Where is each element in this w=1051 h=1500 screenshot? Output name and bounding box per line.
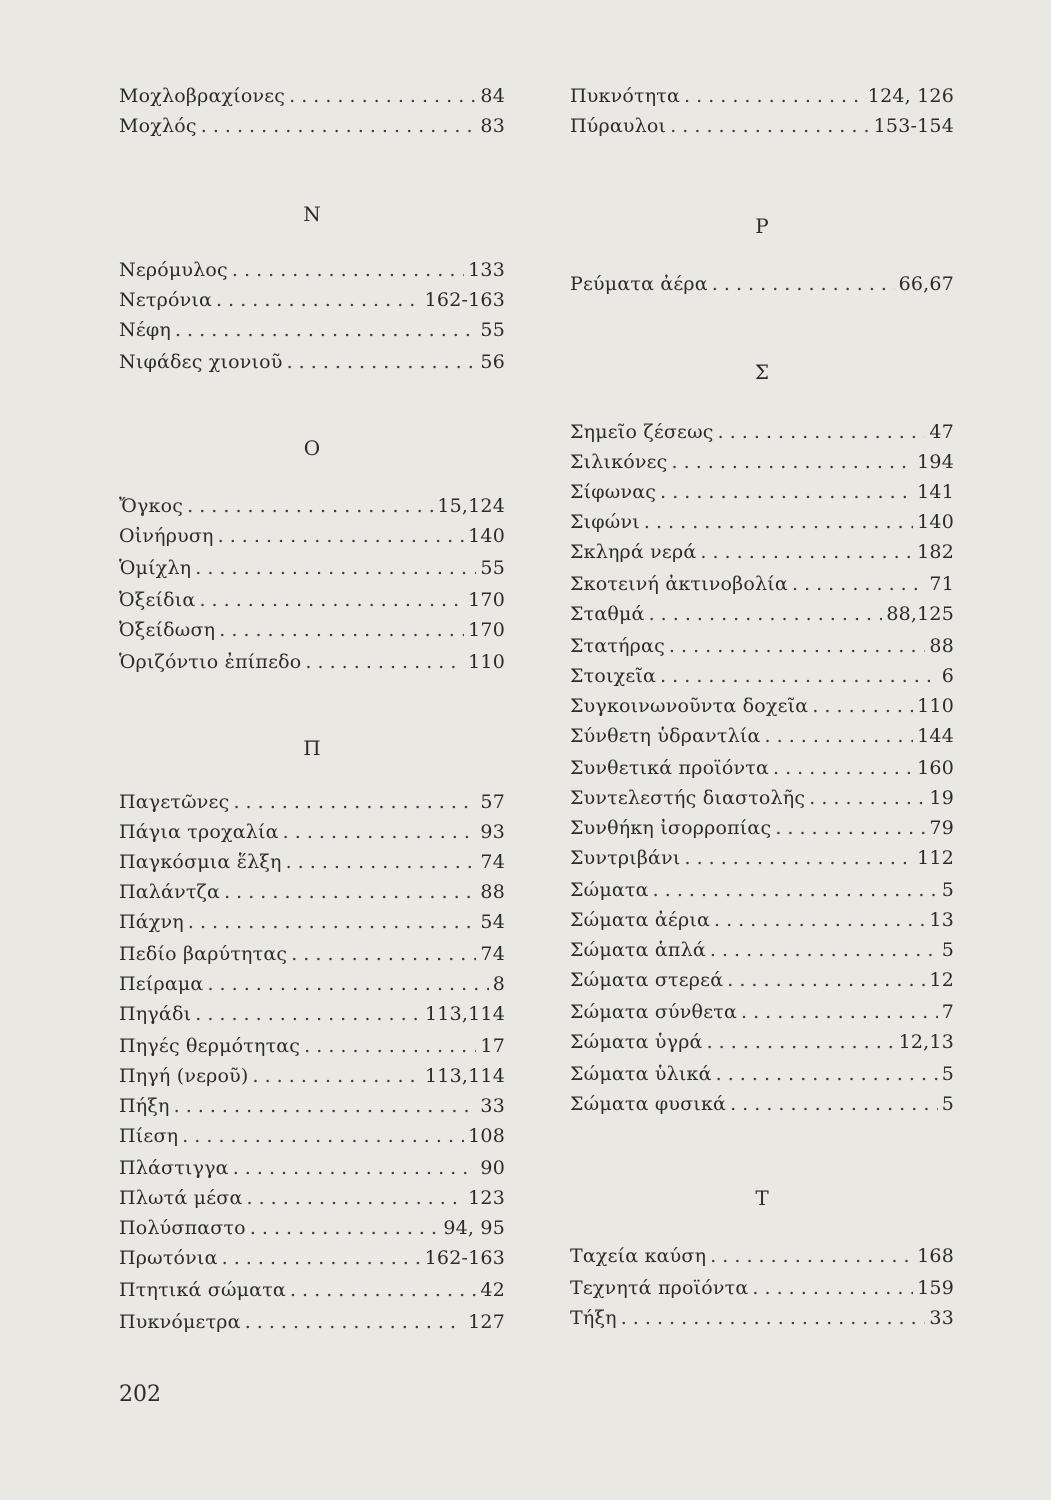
index-entry (119, 1156, 505, 1180)
index-page-refs: 7 (941, 1001, 954, 1023)
index-page-refs: 182 (917, 541, 954, 563)
index-entry (119, 524, 505, 548)
index-page-refs: 144 (917, 725, 954, 747)
index-term: Πίεση (119, 1125, 179, 1147)
index-page-refs: 93 (480, 821, 505, 843)
index-page-refs: 79 (929, 817, 954, 839)
index-entry (119, 114, 505, 138)
index-term: Σώματα ὑλικά (570, 1063, 712, 1085)
dot-leader (712, 272, 895, 296)
index-entry (119, 556, 505, 580)
index-term: Πρωτόνια (119, 1247, 218, 1269)
dot-leader (775, 816, 925, 840)
index-page-refs: 66,67 (898, 273, 954, 295)
index-page-refs: 168 (917, 1245, 954, 1267)
index-page-refs: 113,114 (425, 1065, 505, 1087)
index-entry (119, 1186, 505, 1210)
index-term: Πηγή (νεροῦ) (119, 1065, 249, 1087)
index-page-refs: 123 (468, 1187, 505, 1209)
index-entry (119, 1124, 505, 1148)
index-term: Ὀξείδωση (119, 619, 216, 641)
index-term: Τεχνητά προϊόντα (570, 1277, 749, 1299)
index-page-refs: 55 (480, 319, 505, 341)
index-entry (119, 790, 505, 814)
dot-leader (305, 650, 464, 674)
section-letter: Ρ (755, 214, 769, 238)
index-term: Σίφωνας (570, 481, 657, 503)
index-term: Σώματα ἁπλά (570, 939, 706, 961)
index-term: Συντριβάνι (570, 847, 681, 869)
dot-leader (727, 968, 925, 992)
dot-leader (174, 1094, 477, 1118)
index-page-refs: 71 (929, 573, 954, 595)
index-term: Σώματα σύνθετα (570, 1001, 737, 1023)
index-page-refs: 42 (480, 1279, 505, 1301)
index-page-refs: 124, 126 (867, 85, 954, 107)
index-entry (570, 510, 954, 534)
index-term: Πηγές θερμότητας (119, 1035, 301, 1057)
index-entry (570, 480, 954, 504)
index-entry (570, 878, 954, 902)
dot-leader (188, 910, 477, 934)
index-entry (570, 420, 954, 444)
dot-leader (812, 694, 913, 718)
index-term: Σώματα φυσικά (570, 1093, 727, 1115)
index-entry (570, 938, 954, 962)
index-page-refs: 74 (480, 851, 505, 873)
index-entry (570, 1092, 954, 1116)
index-term: Παγκόσμια ἕλξη (119, 851, 282, 873)
index-page-refs: 194 (917, 451, 954, 473)
index-entry (570, 1306, 954, 1330)
dot-leader (741, 1000, 938, 1024)
dot-leader (219, 618, 464, 642)
dot-leader (199, 588, 464, 612)
index-page-refs: 33 (929, 1307, 954, 1329)
dot-leader (175, 318, 476, 342)
index-page-refs: 170 (468, 619, 505, 641)
index-entry (570, 694, 954, 718)
index-entry (570, 450, 954, 474)
index-entry (119, 350, 505, 374)
index-term: Πείραμα (119, 973, 204, 995)
index-term: Σκληρά νερά (570, 541, 697, 563)
index-page-refs: 54 (480, 911, 505, 933)
dot-leader (809, 786, 925, 810)
index-page-refs: 94, 95 (443, 1217, 505, 1239)
index-entry (570, 1030, 954, 1054)
index-page-refs: 140 (917, 511, 954, 533)
index-term: Σημεῖο ζέσεως (570, 421, 714, 443)
dot-leader (182, 1124, 464, 1148)
index-term: Ὀξείδια (119, 589, 196, 611)
index-page-refs: 84 (480, 85, 505, 107)
index-page-refs: 170 (468, 589, 505, 611)
section-letter: Σ (754, 360, 770, 384)
index-entry (119, 650, 505, 674)
dot-leader (245, 1310, 464, 1334)
index-term: Παλάντζα (119, 881, 221, 903)
index-page-refs: 112 (917, 847, 954, 869)
index-entry (119, 820, 505, 844)
index-entry (570, 1062, 954, 1086)
index-entry (570, 816, 954, 840)
section-letter: Π (303, 736, 321, 760)
index-entry (570, 756, 954, 780)
index-page-refs: 15,124 (437, 495, 505, 517)
dot-leader (621, 1306, 926, 1330)
index-page-refs: 56 (480, 351, 505, 373)
index-entry (119, 588, 505, 612)
dot-leader (730, 1092, 938, 1116)
index-page-refs: 162-163 (424, 1247, 505, 1269)
index-term: Ὁριζόντιο ἐπίπεδο (119, 651, 302, 673)
dot-leader (707, 1030, 895, 1054)
index-page-refs: 5 (941, 879, 954, 901)
index-entry (570, 724, 954, 748)
index-page-refs: 57 (480, 791, 505, 813)
dot-leader (216, 288, 421, 312)
index-page-refs: 5 (941, 1093, 954, 1115)
index-entry (119, 850, 505, 874)
dot-leader (218, 524, 464, 548)
index-term: Σώματα (570, 879, 649, 901)
index-term: Πλάστιγγα (119, 1157, 229, 1179)
index-term: Στατήρας (570, 635, 665, 657)
dot-leader (644, 510, 913, 534)
index-entry (119, 1034, 505, 1058)
dot-leader (684, 84, 864, 108)
index-page-refs: 108 (468, 1125, 505, 1147)
index-page-refs: 17 (480, 1035, 505, 1057)
index-term: Ρεύματα ἀέρα (570, 273, 708, 295)
index-page-refs: 8 (492, 973, 505, 995)
dot-leader (710, 1244, 913, 1268)
index-term: Μοχλοβραχίονες (119, 85, 286, 107)
dot-leader (684, 846, 913, 870)
dot-leader (669, 634, 926, 658)
index-entry (119, 1216, 505, 1240)
dot-leader (207, 972, 488, 996)
index-page-refs: 113,114 (425, 1003, 505, 1025)
index-page-refs: 83 (480, 115, 505, 137)
index-page-refs: 140 (468, 525, 505, 547)
index-page-refs: 110 (917, 695, 954, 717)
index-entry (570, 1000, 954, 1024)
index-page-refs: 153-154 (873, 115, 954, 137)
index-term: Σιφώνι (570, 511, 640, 533)
index-term: Πήξη (119, 1095, 170, 1117)
dot-leader (304, 1034, 476, 1058)
index-entry (119, 1310, 505, 1334)
index-page-refs: 33 (480, 1095, 505, 1117)
index-term: Νετρόνια (119, 289, 213, 311)
dot-leader (716, 1062, 938, 1086)
index-term: Πυκνόμετρα (119, 1311, 241, 1333)
dot-leader (253, 1064, 422, 1088)
index-term: Συντελεστής διαστολῆς (570, 787, 806, 809)
dot-leader (232, 258, 464, 282)
index-term: Παγετῶνες (119, 791, 230, 813)
dot-leader (286, 850, 477, 874)
index-entry (570, 84, 954, 108)
index-entry (119, 318, 505, 342)
index-page-refs: 13 (929, 909, 954, 931)
index-term: Πάχνη (119, 911, 184, 933)
index-entry (570, 572, 954, 596)
index-entry (119, 942, 505, 966)
page-number: 202 (119, 1382, 161, 1407)
index-page-refs: 74 (480, 943, 505, 965)
dot-leader (233, 790, 476, 814)
index-term: Νερόμυλος (119, 259, 228, 281)
dot-leader (773, 756, 913, 780)
index-page-refs: 19 (929, 787, 954, 809)
dot-leader (246, 1186, 464, 1210)
index-page-refs: 47 (929, 421, 954, 443)
dot-leader (653, 878, 938, 902)
index-entry (570, 540, 954, 564)
index-term: Πλωτά μέσα (119, 1187, 243, 1209)
index-term: Τήξη (570, 1307, 617, 1329)
index-term: Σύνθετη ὑδραντλία (570, 725, 761, 747)
index-term: Συνθετικά προϊόντα (570, 757, 769, 779)
index-term: Πεδίο βαρύτητας (119, 943, 288, 965)
index-entry (119, 880, 505, 904)
index-page-refs: 88 (480, 881, 505, 903)
index-page-refs: 5 (941, 939, 954, 961)
dot-leader (765, 724, 914, 748)
index-entry (570, 968, 954, 992)
index-entry (119, 494, 505, 518)
index-term: Μοχλός (119, 115, 197, 137)
index-entry (119, 258, 505, 282)
dot-leader (187, 494, 433, 518)
dot-leader (289, 84, 476, 108)
index-entry (570, 634, 954, 658)
index-entry (119, 1278, 505, 1302)
index-entry (570, 602, 954, 626)
index-term: Πάγια τροχαλία (119, 821, 279, 843)
dot-leader (291, 942, 476, 966)
index-page-refs: 6 (941, 665, 954, 687)
index-term: Πύραυλοι (570, 115, 667, 137)
index-term: Νέφη (119, 319, 171, 341)
dot-leader (649, 602, 883, 626)
index-entry (119, 1064, 505, 1088)
index-term: Σκοτεινή ἀκτινοβολία (570, 573, 788, 595)
dot-leader (710, 938, 938, 962)
dot-leader (714, 908, 925, 932)
index-term: Ὄγκος (119, 495, 184, 517)
index-page-refs: 12,13 (898, 1031, 954, 1053)
index-page-refs: 133 (468, 259, 505, 281)
index-term: Πολύσπαστο (119, 1217, 246, 1239)
index-page-refs: 5 (941, 1063, 954, 1085)
index-term: Στοιχεῖα (570, 665, 657, 687)
index-entry (570, 786, 954, 810)
index-page-refs: 12 (929, 969, 954, 991)
dot-leader (224, 880, 476, 904)
index-page-refs: 90 (480, 1157, 505, 1179)
index-term: Σώματα στερεά (570, 969, 724, 991)
index-entry (119, 1002, 505, 1026)
index-page-refs: 162-163 (424, 289, 505, 311)
dot-leader (718, 420, 926, 444)
dot-leader (195, 1002, 421, 1026)
index-term: Σταθμά (570, 603, 645, 625)
index-page-refs: 127 (468, 1311, 505, 1333)
index-entry (119, 1246, 505, 1270)
dot-leader (287, 350, 477, 374)
index-term: Συνθήκη ἰσορροπίας (570, 817, 772, 839)
index-page-refs: 88 (929, 635, 954, 657)
index-entry (570, 664, 954, 688)
dot-leader (752, 1276, 913, 1300)
dot-leader (283, 820, 477, 844)
section-letter: Τ (755, 1186, 769, 1210)
index-entry (570, 272, 954, 296)
index-entry (119, 288, 505, 312)
dot-leader (700, 540, 913, 564)
index-entry (119, 1094, 505, 1118)
dot-leader (660, 480, 913, 504)
index-page-refs: 55 (480, 557, 505, 579)
dot-leader (233, 1156, 477, 1180)
index-entry (570, 1276, 954, 1300)
index-term: Πτητικά σώματα (119, 1279, 286, 1301)
dot-leader (660, 664, 938, 688)
index-term: Σώματα ὑγρά (570, 1031, 703, 1053)
index-page-refs: 160 (917, 757, 954, 779)
dot-leader (201, 114, 477, 138)
index-term: Νιφάδες χιονιοῦ (119, 351, 283, 373)
index-entry (570, 114, 954, 138)
index-term: Οἰνήρυση (119, 525, 214, 547)
dot-leader (250, 1216, 440, 1240)
dot-leader (672, 450, 914, 474)
dot-leader (792, 572, 925, 596)
index-term: Σιλικόνες (570, 451, 668, 473)
index-page-refs: 110 (468, 651, 505, 673)
index-term: Ταχεία καύση (570, 1245, 707, 1267)
dot-leader (222, 1246, 421, 1270)
index-entry (570, 908, 954, 932)
index-entry (119, 972, 505, 996)
dot-leader (670, 114, 869, 138)
index-term: Ὁμίχλη (119, 557, 192, 579)
index-page-refs: 88,125 (886, 603, 954, 625)
section-letter: Ν (303, 202, 321, 226)
index-entry (570, 1244, 954, 1268)
dot-leader (290, 1278, 476, 1302)
index-entry (119, 618, 505, 642)
index-term: Πηγάδι (119, 1003, 192, 1025)
index-entry (119, 910, 505, 934)
index-page-refs: 141 (917, 481, 954, 503)
index-term: Συγκοινωνοῦντα δοχεῖα (570, 695, 809, 717)
index-entry (570, 846, 954, 870)
section-letter: Ο (303, 436, 321, 460)
index-page-refs: 159 (917, 1277, 954, 1299)
dot-leader (195, 556, 476, 580)
index-entry (119, 84, 505, 108)
index-term: Σώματα ἀέρια (570, 909, 711, 931)
index-term: Πυκνότητα (570, 85, 681, 107)
